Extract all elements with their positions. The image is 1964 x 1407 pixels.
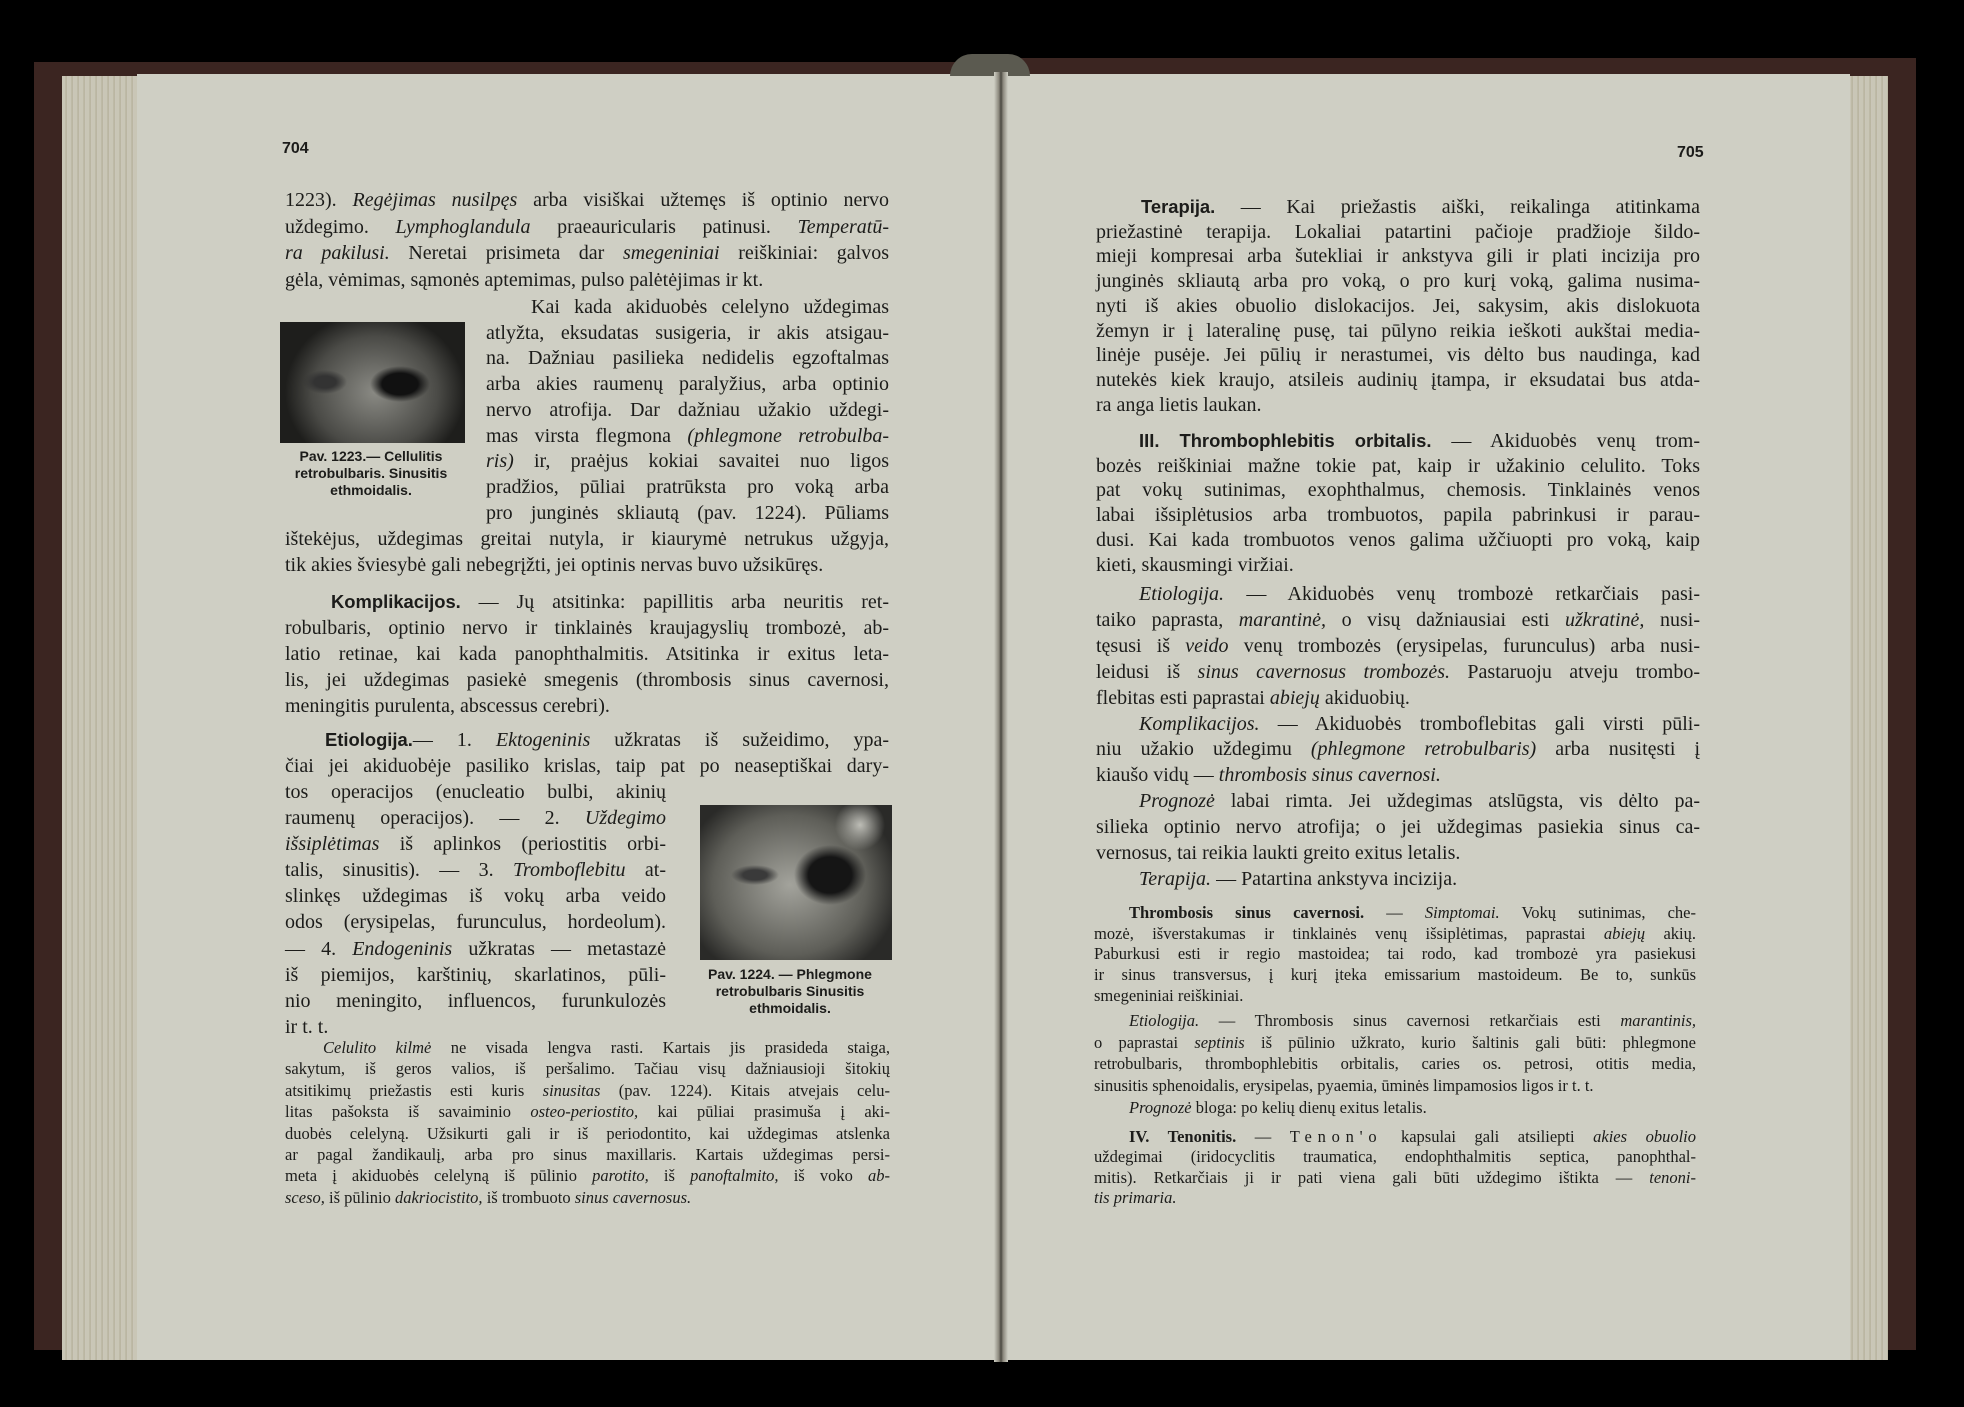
italic-text: abiejų <box>1269 686 1320 709</box>
text-line <box>285 526 889 552</box>
text-line <box>1096 553 1700 578</box>
text-run: ar pagal žandikaulį, arba pro sinus maxillaris. Kartais uždegimas persi- <box>285 1145 890 1165</box>
caption-line: retrobulbaris Sinusitis <box>715 983 865 999</box>
text-line <box>486 321 889 347</box>
italic-text: panoftalmito, <box>690 1166 779 1186</box>
text-line <box>1094 924 1696 945</box>
text-run: kieti, skausmingi viržiai. <box>1096 553 1294 576</box>
text-line <box>285 988 666 1014</box>
text-run: ra anga lietis laukan. <box>1096 393 1262 416</box>
text-run: iš piemijos, karštinių, skarlatinos, pūli- <box>285 963 666 986</box>
italic-text: tis primaria. <box>1094 1187 1177 1207</box>
text-run: latio retinae, kai kada panophthalmitis. Atsitinka ir exitus leta- <box>285 643 889 665</box>
text-line <box>1094 1097 1696 1119</box>
text-line <box>1094 944 1696 965</box>
bold-heading: Thrombosis sinus cavernosi. <box>1129 903 1365 922</box>
italic-text: Prognozė <box>1139 790 1215 813</box>
text-line <box>1096 686 1700 712</box>
page-number-right: 705 <box>1677 144 1704 161</box>
text-run: venų trombozės (erysipelas, furunculus) arba nusi- <box>1228 634 1700 657</box>
text-run: duobės celelyną. Užsikurti gali ir iš periodontito, kai uždegimas atslenka <box>285 1123 890 1143</box>
text-run: — 4. <box>285 937 353 960</box>
text-run: iš aplinkos (periostitis orbi- <box>379 833 666 856</box>
text-run: dusi. Kai kada trombuotos venos galima užčiuopti pro voką, kaip <box>1096 528 1700 551</box>
small-print-celulito-kilme <box>285 1037 890 1208</box>
book-headband <box>950 54 1030 76</box>
text-line <box>285 667 889 693</box>
paragraph-cellulitis-course <box>486 295 889 526</box>
figure-1224-photo <box>700 805 892 960</box>
text-run: labai išsiplėtusios arba trombuotos, papila pabrinkusi ir parau- <box>1096 504 1700 527</box>
bold-heading: Terapija. <box>1141 196 1216 217</box>
text-line <box>285 267 889 294</box>
text-run: gėla, vėmimas, sąmonės aptemimas, pulso palėtėjimas ir kt. <box>285 268 764 291</box>
text-run: — <box>1364 903 1425 922</box>
text-run: priežastinė terapija. Lokaliai patartini pačioje pradžioje šildo- <box>1096 220 1700 243</box>
text-run: užkratas — metastazė <box>452 937 667 960</box>
text-run: žemyn ir į lateralinę pusę, tai pūlyno reikia ieškoti aukštai media- <box>1096 319 1700 342</box>
text-line <box>285 589 889 615</box>
text-run: tos operacijos (enucleatio bulbi, akinių <box>285 781 666 803</box>
text-line <box>285 831 666 857</box>
caption-line: retrobulbaris. Sinusitis <box>294 465 448 481</box>
text-run: flebitas esti paprastai <box>1096 686 1270 709</box>
text-run: pradžios, pūliai pratrūksta pro voką arba <box>486 475 889 498</box>
text-run: akiduobių. <box>1319 686 1410 709</box>
text-run: uždegimai (iridocyclitis traumatica, endophthalmitis septica, panophthal- <box>1094 1147 1696 1167</box>
caption-line: ethmoidalis. <box>330 482 412 498</box>
text-line <box>285 1187 890 1208</box>
text-run: Paburkusi esti ir regio mastoidea; tai rodo, kad trombozė yra pasiekusi <box>1094 944 1696 964</box>
text-run: o visų dažniausiai esti <box>1326 608 1565 631</box>
section-thrombophlebitis-orbitalis <box>1096 429 1700 577</box>
text-line <box>1096 269 1700 294</box>
text-run: — Thrombosis sinus cavernosi retkarčiais esti <box>1199 1011 1621 1030</box>
text-run: vernosus, tai reikia laukti greito exitus letalis. <box>1096 842 1461 865</box>
text-run: meta į akiduobės celelyną iš pūlinio <box>285 1166 593 1186</box>
caption-line: Pav. 1223.— Cellulitis <box>299 448 443 464</box>
text-run: robulbaris, optinio nervo ir tinklainės kraujagyslių trombozė, ab- <box>285 617 889 639</box>
text-line <box>1096 294 1700 319</box>
small-print-tenonitis <box>1094 1127 1696 1208</box>
text-run: at- <box>625 859 666 882</box>
text-line <box>285 1144 890 1165</box>
text-line <box>1096 454 1700 479</box>
text-run: kiaušo vidų — <box>1096 764 1219 787</box>
text-line <box>285 552 889 578</box>
text-run: bozės reiškiniai mažne tokie pat, kaip ir užakinio celulito. Toks <box>1096 454 1700 477</box>
text-line <box>486 372 889 398</box>
italic-text: (phlegmone retrobulba- <box>687 424 889 447</box>
text-run: iš pūlinio užkrato, kurio šaltinis gali būti: phlegmone <box>1244 1032 1696 1052</box>
text-run: meningitis purulenta, abscessus cerebri). <box>285 695 610 717</box>
text-run: Kai kada akiduobės celelyno uždegimas <box>531 296 889 318</box>
italic-text: išsiplėtimas <box>285 833 380 856</box>
text-run: ir t. t. <box>285 1015 329 1038</box>
italic-text: Terapija. <box>1139 867 1212 890</box>
text-run: mieji kompresai arba šutekliai ir ankstyva gili ir plati incizija pro <box>1096 245 1700 268</box>
text-line <box>1094 1010 1696 1032</box>
text-line <box>1096 503 1700 528</box>
text-run: — Kai priežastis aiški, reikalinga atitinkama <box>1215 196 1700 218</box>
text-line <box>486 475 889 501</box>
italic-text: (phlegmone retrobulbaris) <box>1310 738 1537 761</box>
text-run: kai pūliai prasimuša į aki- <box>638 1102 890 1122</box>
text-line <box>285 805 666 831</box>
text-run: nusi- <box>1644 608 1701 631</box>
text-run: slinkęs uždegimas iš vokų arba veido <box>285 885 666 908</box>
italic-text: marantinė, <box>1238 608 1326 631</box>
text-run: čiai jei akiduobėje pasiliko krislas, taip pat po neaseptiškai dary- <box>285 755 889 777</box>
text-run: bloga: po kelių dienų exitus letalis. <box>1191 1097 1427 1117</box>
text-run: taiko paprasta, <box>1096 608 1239 631</box>
figure-1223-photo <box>280 322 465 443</box>
italic-text: tenoni- <box>1649 1167 1696 1187</box>
italic-text: thrombosis sinus cavernosi. <box>1218 764 1441 787</box>
text-line <box>1096 789 1700 815</box>
text-line <box>1096 763 1700 789</box>
italic-text: Uždegimo <box>584 807 666 830</box>
text-run: lis, jei uždegimas pasiekė smegenis (thrombosis sinus cavernosi, <box>285 669 889 691</box>
text-run: niu užakio uždegimu <box>1096 738 1311 761</box>
text-run: — Akiduobės venų trombozė retkarčiais pasi- <box>1224 583 1700 605</box>
text-run: kapsulai gali atsiliepti <box>1382 1127 1594 1146</box>
text-run: raumenų operacijos). — 2. <box>285 807 585 830</box>
text-line <box>486 295 889 321</box>
italic-text: Temperatū- <box>797 215 889 238</box>
text-line <box>1096 220 1700 245</box>
italic-text: Tromboflebitu <box>512 859 626 882</box>
text-run: tik akies šviesybė gali nebegrįžti, jei optinis nervas buvo užsikūręs. <box>285 554 824 576</box>
text-run: ir sinus transversus, į kurį įteka emissarium mastoideum. Be to, sunkūs <box>1094 965 1696 985</box>
text-line <box>1096 608 1700 634</box>
text-run: mas virsta flegmona <box>486 424 688 447</box>
text-line <box>1094 903 1696 924</box>
text-line <box>1096 867 1700 893</box>
text-line <box>285 693 889 719</box>
text-run: atlyžta, eksudatas susigeria, ir akis atsigau- <box>486 321 889 344</box>
text-line <box>1096 343 1700 368</box>
text-line <box>285 883 666 909</box>
text-line <box>285 641 889 667</box>
text-run: arba visiškai užtemęs iš optinio nervo <box>517 189 889 211</box>
text-run: Pastaruoju atveju trombo- <box>1449 660 1701 683</box>
text-line <box>1094 1075 1696 1097</box>
text-line <box>1094 965 1696 986</box>
italic-text: ra pakilusi. <box>285 242 390 264</box>
italic-text: sinus cavernosus trombozės. <box>1197 660 1450 683</box>
text-run: arba nusitęsti į <box>1536 738 1701 761</box>
text-run: — Akiduobės venų trom- <box>1431 430 1700 452</box>
text-line <box>285 909 666 935</box>
text-run: (pav. 1224). Kitais atvejais celu- <box>600 1080 890 1100</box>
text-line <box>1094 1127 1696 1147</box>
text-run: Vokų sutinimas, che- <box>1499 903 1697 922</box>
text-run: sinusitis sphenoidalis, erysipelas, pyaemia, ūminės limpamosios ligos ir t. t. <box>1094 1076 1594 1096</box>
text-run: atsitikimų priežastis esti kuris <box>285 1080 543 1100</box>
italic-text: užkratinė, <box>1564 608 1645 631</box>
text-run: — Jų atsitinka: papillitis arba neuritis ret- <box>460 591 889 613</box>
italic-text: Etiologija. <box>1139 583 1224 605</box>
spaced-text: Tenon'o <box>1289 1127 1383 1146</box>
text-line <box>1096 478 1700 503</box>
italic-text: Regėjimas nusilpęs <box>352 189 518 211</box>
text-run: tęsusi iš <box>1096 634 1186 657</box>
text-line <box>486 398 889 424</box>
text-line <box>1094 986 1696 1007</box>
text-line <box>285 962 666 988</box>
page-edges-left <box>62 76 138 1360</box>
text-line <box>1096 815 1700 841</box>
italic-text: Prognozė <box>1129 1097 1192 1117</box>
italic-text: veido <box>1185 634 1229 657</box>
bold-heading: Etiologija. <box>325 729 413 750</box>
text-run: ištekėjus, uždegimas greitai nutyla, ir kiaurymė netrukus užgyja, <box>285 528 889 550</box>
text-line <box>1096 528 1700 553</box>
text-run: talis, sinusitis). — 3. <box>285 859 513 882</box>
text-run: reiškiniai: galvos <box>719 242 889 264</box>
text-run: iš trombuoto <box>482 1187 575 1207</box>
text-line <box>285 1123 890 1144</box>
text-line <box>1096 841 1700 867</box>
text-line <box>285 1058 890 1079</box>
text-line <box>1096 712 1700 738</box>
text-line <box>1094 1168 1696 1188</box>
text-line <box>1094 1147 1696 1167</box>
text-run: mitis). Retkarčiais ji ir pati viena gali būti uždegimo ištikta — <box>1094 1167 1650 1187</box>
text-line <box>285 214 889 241</box>
text-line <box>285 1080 890 1101</box>
text-line <box>1096 244 1700 269</box>
text-run: nutekės kiek kraujo, atsileis audinių įtampa, ir eksudatai bus atda- <box>1096 368 1700 391</box>
caption-line: Pav. 1224. — Phlegmone <box>708 966 872 982</box>
text-run: iš <box>648 1166 691 1186</box>
italic-text: Ektogeninis <box>495 729 591 751</box>
text-line <box>1096 429 1700 454</box>
italic-text: akies obuolio <box>1593 1127 1696 1146</box>
text-run: o paprastai <box>1094 1032 1195 1052</box>
text-line <box>285 857 666 883</box>
text-line <box>1096 368 1700 393</box>
italic-text: septinis <box>1194 1032 1245 1052</box>
text-run: — 1. <box>412 729 496 751</box>
text-run: praeauricularis patinusi. <box>530 215 798 238</box>
section-thrombophlebitis-details <box>1096 582 1700 893</box>
italic-text: marantinis, <box>1620 1011 1696 1030</box>
text-run: pat vokų sutinimas, exophthalmus, chemosis. Tinklainės venos <box>1096 479 1700 502</box>
text-line <box>1096 634 1700 660</box>
paragraph-vision-symptoms <box>285 187 889 293</box>
page-edges-right <box>1848 76 1888 1360</box>
figure-1224-caption <box>690 966 890 1017</box>
book-gutter <box>994 72 1008 1362</box>
section-etiologija <box>285 727 889 779</box>
text-line <box>1096 393 1700 418</box>
italic-text: sceso, <box>285 1187 325 1207</box>
section-komplikacijos <box>285 589 889 719</box>
text-run: 1223). <box>285 189 353 211</box>
text-line <box>486 449 889 475</box>
text-line <box>1096 195 1700 220</box>
text-run: labai rimta. Jei uždegimas atslūgsta, vis dėlto pa- <box>1214 790 1700 813</box>
italic-text: Etiologija. <box>1129 1011 1200 1030</box>
text-run: iš voko <box>778 1166 868 1186</box>
italic-text: sinusitas <box>542 1080 601 1100</box>
text-run: sakytum, iš geros valios, iš peršalimo. Tačiau visų dažniausioji šitokių <box>285 1059 890 1079</box>
text-run: nervo atrofija. Dar dažniau užakio uždegi- <box>486 398 889 421</box>
text-line <box>285 615 889 641</box>
text-line <box>285 936 666 962</box>
text-line <box>285 1101 890 1122</box>
text-run: linėje pusėje. Jei pūlių ir nerastumei, vis dėlto bus naudinga, kad <box>1096 344 1700 367</box>
text-run: ir, praėjus kokiai savaitei nuo ligos <box>513 450 889 473</box>
section-terapija <box>1096 195 1700 417</box>
italic-text: Celulito kilmė <box>323 1038 432 1057</box>
italic-text: ris) <box>486 450 514 473</box>
text-line <box>1094 1188 1696 1208</box>
paragraph-cellulitis-course-end <box>285 526 889 578</box>
italic-text: Komplikacijos. <box>1139 712 1260 735</box>
text-line <box>1094 1032 1696 1054</box>
text-run: — <box>1236 1127 1290 1146</box>
text-line <box>486 501 889 527</box>
text-run: — Akiduobės tromboflebitas gali virsti pūli- <box>1259 712 1700 735</box>
text-run: odos (erysipelas, furunculus, hordeolum). <box>285 911 666 934</box>
text-line <box>486 424 889 450</box>
italic-text: Endogeninis <box>352 937 453 960</box>
text-line <box>1096 582 1700 608</box>
text-run: silieka optinio nervo atrofija; o jei uždegimas pasiekia sinus ca- <box>1096 816 1700 839</box>
text-run: nyti iš akies obuolio dislokacijos. Jei, sakysim, akis dislokuota <box>1096 294 1700 317</box>
small-print-etiologija <box>1094 1010 1696 1119</box>
text-line <box>486 346 889 372</box>
text-run: na. Dažniau pasilieka nedidelis egzoftalmas <box>486 347 889 370</box>
text-run: iš pūlinio <box>324 1187 396 1207</box>
italic-text: dakriocistito, <box>395 1187 483 1207</box>
text-run: arba akies raumenų paralyžius, arba optinio <box>486 373 889 396</box>
text-run: smegeniniai reiškiniai. <box>1094 985 1244 1005</box>
text-line <box>285 187 889 214</box>
italic-text: ab- <box>868 1166 890 1186</box>
italic-text: parotito, <box>592 1166 649 1186</box>
text-line <box>285 727 889 753</box>
italic-text: abiejų <box>1603 923 1646 943</box>
text-line <box>285 1037 890 1058</box>
italic-text: Simptomai. <box>1424 903 1500 922</box>
text-run: akių. <box>1645 923 1696 943</box>
text-run: retrobulbaris, thrombophlebitis orbitalis, caries os. petrosi, otitis media, <box>1094 1054 1696 1074</box>
text-run: ne visada lengva rasti. Kartais jis prasideda staiga, <box>431 1038 890 1057</box>
italic-text: sinus cavernosus. <box>574 1187 692 1207</box>
caption-line: ethmoidalis. <box>749 1000 831 1016</box>
text-run: uždegimo. <box>285 215 396 238</box>
text-run: leidusi iš <box>1096 660 1198 683</box>
text-run: nio meningito, influencos, furunkulozės <box>285 989 666 1012</box>
text-run: junginės skliautą arba pro voką, o pro kurį voką, galima nusima- <box>1096 270 1700 293</box>
text-run: — Patartina ankstyva incizija. <box>1211 867 1458 890</box>
bold-heading: III. Thrombophlebitis orbitalis. <box>1139 430 1432 451</box>
figure-1223-caption <box>276 448 466 499</box>
italic-text: smegeniniai <box>622 242 720 264</box>
text-line <box>285 779 666 805</box>
text-run: mozė, išverstakumas ir tinklainės venų išsiplėtimas, paprastai <box>1094 923 1604 943</box>
bold-heading: Komplikacijos. <box>331 591 461 612</box>
text-run: pro junginės skliautą (pav. 1224). Pūliams <box>486 501 889 524</box>
text-line <box>1094 1053 1696 1075</box>
text-line <box>285 240 889 267</box>
text-line <box>1096 660 1700 686</box>
bold-heading: IV. Tenonitis. <box>1129 1127 1237 1146</box>
text-line <box>1096 737 1700 763</box>
page-number-left: 704 <box>282 140 309 157</box>
small-print-thrombosis-sinus <box>1094 903 1696 1007</box>
text-line <box>285 753 889 779</box>
text-line <box>285 1165 890 1186</box>
text-run: litas pašoksta iš savaiminio <box>285 1102 531 1122</box>
section-etiologija-continued <box>285 779 666 1040</box>
italic-text: Lymphoglandula <box>395 215 531 238</box>
text-run: užkratas iš sužeidimo, ypa- <box>590 729 890 751</box>
text-line <box>1096 319 1700 344</box>
italic-text: osteo-periostito, <box>530 1102 639 1122</box>
text-run: Neretai prisimeta dar <box>389 242 623 264</box>
